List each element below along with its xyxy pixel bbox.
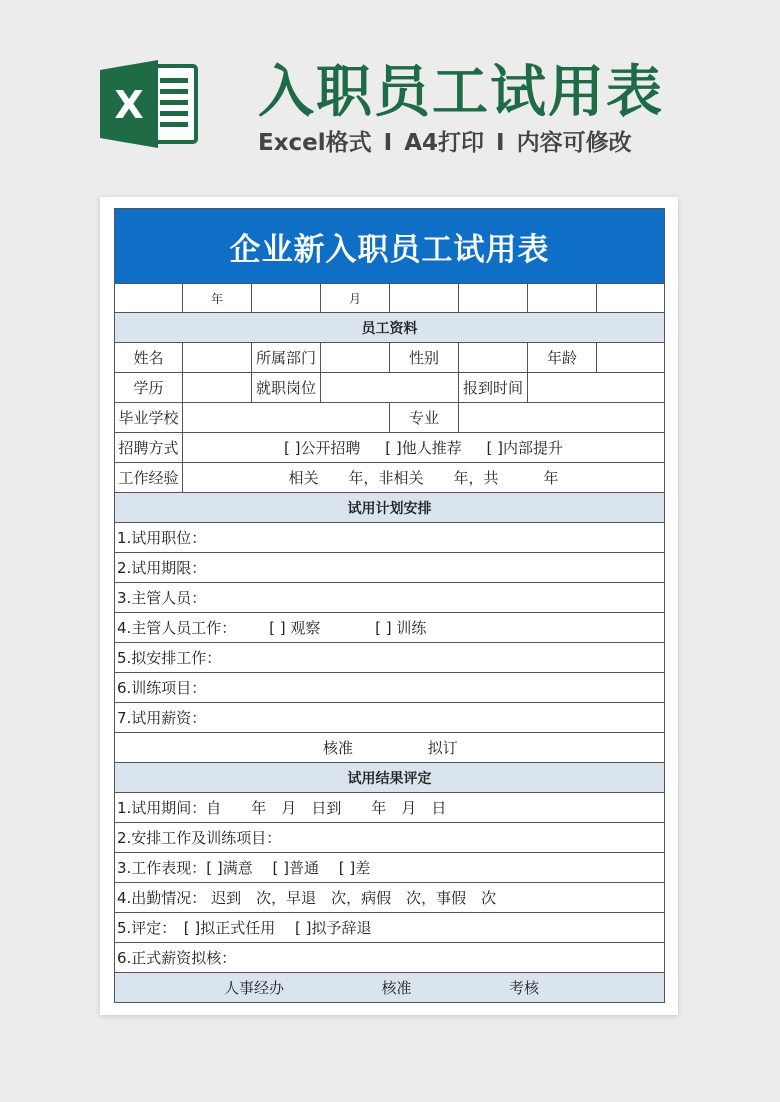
plan-item-training[interactable]: 6.训练项目： [115,673,665,703]
recruit-option-internal[interactable]: [ ]内部提升 [486,439,563,457]
date-cell[interactable] [459,284,528,313]
plan-item-period[interactable]: 2.试用期限： [115,553,665,583]
footer-assess-label: 考核 [508,979,539,997]
date-cell[interactable] [390,284,459,313]
footer-approve-label: 核准 [381,979,412,997]
result-item-attendance[interactable]: 4.出勤情况： 迟到 次，早退 次，病假 次，事假 次 [115,883,665,913]
month-label: 月 [321,284,390,313]
plan-item-position[interactable]: 1.试用职位： [115,523,665,553]
date-cell[interactable] [252,284,321,313]
recruit-options [183,433,665,463]
result-item-evaluation[interactable]: 5.评定： [ ]拟正式任用 [ ]拟予辞退 [115,913,665,943]
subtitle-print: A4打印 [404,130,485,156]
date-cell[interactable] [115,284,183,313]
recruit-method-label: 招聘方式 [115,433,183,463]
plan-item-work[interactable]: 5.拟安排工作： [115,643,665,673]
age-label: 年龄 [528,343,597,373]
plan-item-supervisor-work-label: 4.主管人员工作： [117,619,237,637]
position-field[interactable] [321,373,459,403]
plan-item-supervisor[interactable]: 3.主管人员： [115,583,665,613]
date-cell[interactable] [528,284,597,313]
plan-item-supervisor-work [115,613,665,643]
trial-form-table [114,208,665,1003]
school-label: 毕业学校 [115,403,183,433]
age-field[interactable] [597,343,665,373]
major-field[interactable] [459,403,665,433]
year-label: 年 [183,284,252,313]
report-time-label: 报到时间 [459,373,528,403]
page-subtitle [258,124,632,157]
result-item-period[interactable]: 1.试用期间：自 年 月 日到 年 月 日 [115,793,665,823]
section-trial-plan: 试用计划安排 [115,493,665,523]
svg-text:X: X [114,83,144,127]
plan-approve-label: 核准 [323,739,354,757]
plan-signature-row [115,733,665,763]
excel-icon [100,56,200,152]
page-title: 入职员工试用表 [258,60,664,125]
report-time-field[interactable] [528,373,665,403]
department-field[interactable] [321,343,390,373]
department-label: 所属部门 [252,343,321,373]
work-exp-label: 工作经验 [115,463,183,493]
name-field[interactable] [183,343,252,373]
work-exp-field[interactable]: 相关 年，非相关 年，共 年 [183,463,665,493]
form-title: 企业新入职员工试用表 [115,209,665,284]
major-label: 专业 [390,403,459,433]
subtitle-separator: I [496,130,505,156]
subtitle-format: Excel格式 [258,130,372,156]
date-cell[interactable] [597,284,665,313]
form-paper [100,197,678,1015]
option-train[interactable]: [ ] 训练 [375,619,427,637]
page-header [0,0,780,195]
section-employee-info: 员工资料 [115,313,665,343]
position-label: 就职岗位 [252,373,321,403]
result-item-work[interactable]: 2.安排工作及训练项目： [115,823,665,853]
gender-label: 性别 [390,343,459,373]
footer-hr-label: 人事经办 [224,979,285,997]
name-label: 姓名 [115,343,183,373]
school-field[interactable] [183,403,390,433]
plan-draft-label: 拟订 [427,739,458,757]
result-item-salary[interactable]: 6.正式薪资拟核： [115,943,665,973]
education-field[interactable] [183,373,252,403]
result-item-performance[interactable]: 3.工作表现：[ ]满意 [ ]普通 [ ]差 [115,853,665,883]
education-label: 学历 [115,373,183,403]
section-trial-result: 试用结果评定 [115,763,665,793]
plan-item-salary[interactable]: 7.试用薪资： [115,703,665,733]
recruit-option-referral[interactable]: [ ]他人推荐 [385,439,462,457]
option-observe[interactable]: [ ] 观察 [269,619,321,637]
gender-field[interactable] [459,343,528,373]
subtitle-editable: 内容可修改 [516,130,632,156]
recruit-option-public[interactable]: [ ]公开招聘 [283,439,361,457]
subtitle-separator: I [383,130,393,156]
footer-signature-row [115,973,665,1003]
